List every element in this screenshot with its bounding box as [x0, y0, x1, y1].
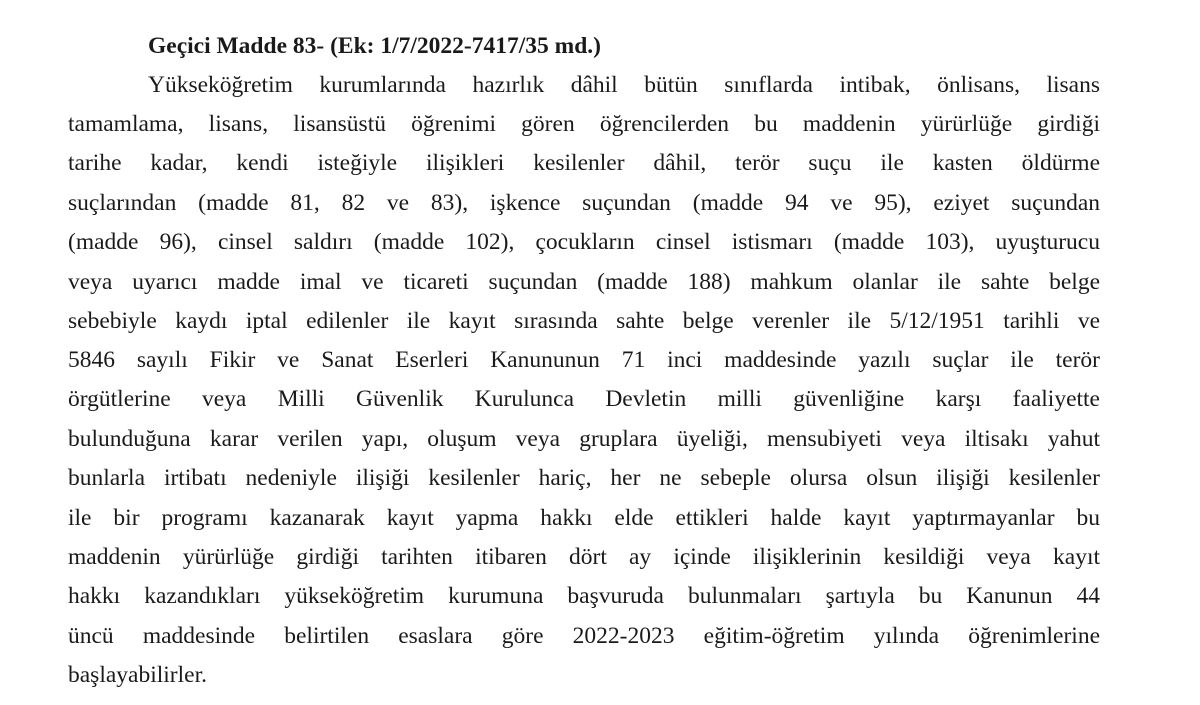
paragraph-line: tamamlama, lisans, lisansüstü öğrenimi gören öğrencilerden bu maddenin yürürlüğe girdiği [68, 111, 1100, 137]
paragraph-line: bunlarla irtibatı nedeniyle ilişiği kesilenler hariç, her ne sebeple olursa olsun ilişiği kesilenler [68, 465, 1100, 491]
paragraph-line: sebebiyle kaydı iptal edilenler ile kayıt sırasında sahte belge verenler ile 5/12/1951 tarihli ve [68, 308, 1100, 334]
paragraph-line: tarihe kadar, kendi isteğiyle ilişikleri kesilenler dâhil, terör suçu ile kasten öldürme [68, 150, 1100, 176]
paragraph-line: başlayabilirler. [68, 662, 207, 688]
article-number: Geçici Madde 83- [148, 33, 325, 59]
paragraph-line: maddenin yürürlüğe girdiği tarihten itibaren dört ay içinde ilişiklerinin kesildiği veya kayıt [68, 544, 1100, 570]
article-heading [148, 28, 601, 64]
amendment-reference: (Ek: 1/7/2022-7417/35 md.) [324, 33, 601, 59]
paragraph-line: ile bir programı kazanarak kayıt yapma hakkı elde ettikleri halde kayıt yaptırmayanlar bu [68, 505, 1100, 531]
paragraph-line: (madde 96), cinsel saldırı (madde 102), çocukların cinsel istismarı (madde 103), uyuşturucu [68, 229, 1100, 255]
paragraph-line: üncü maddesinde belirtilen esaslara göre 2022-2023 eğitim-öğretim yılında öğrenimlerine [68, 623, 1100, 649]
paragraph-line: örgütlerine veya Milli Güvenlik Kurulunca Devletin milli güvenliğine karşı faaliyette [68, 386, 1100, 412]
paragraph-line: suçlarından (madde 81, 82 ve 83), işkence suçundan (madde 94 ve 95), eziyet suçundan [68, 190, 1100, 216]
paragraph-line: Yükseköğretim kurumlarında hazırlık dâhil bütün sınıflarda intibak, önlisans, lisans [148, 72, 1100, 98]
paragraph-line: veya uyarıcı madde imal ve ticareti suçundan (madde 188) mahkum olanlar ile sahte belge [68, 269, 1100, 295]
paragraph-line: bulunduğuna karar verilen yapı, oluşum veya gruplara üyeliği, mensubiyeti veya iltisakı yahut [68, 426, 1100, 452]
paragraph-line: hakkı kazandıkları yükseköğretim kurumuna başvuruda bulunmaları şartıyla bu Kanunun 44 [68, 583, 1100, 609]
paragraph-line: 5846 sayılı Fikir ve Sanat Eserleri Kanununun 71 inci maddesinde yazılı suçlar ile terör [68, 347, 1100, 373]
